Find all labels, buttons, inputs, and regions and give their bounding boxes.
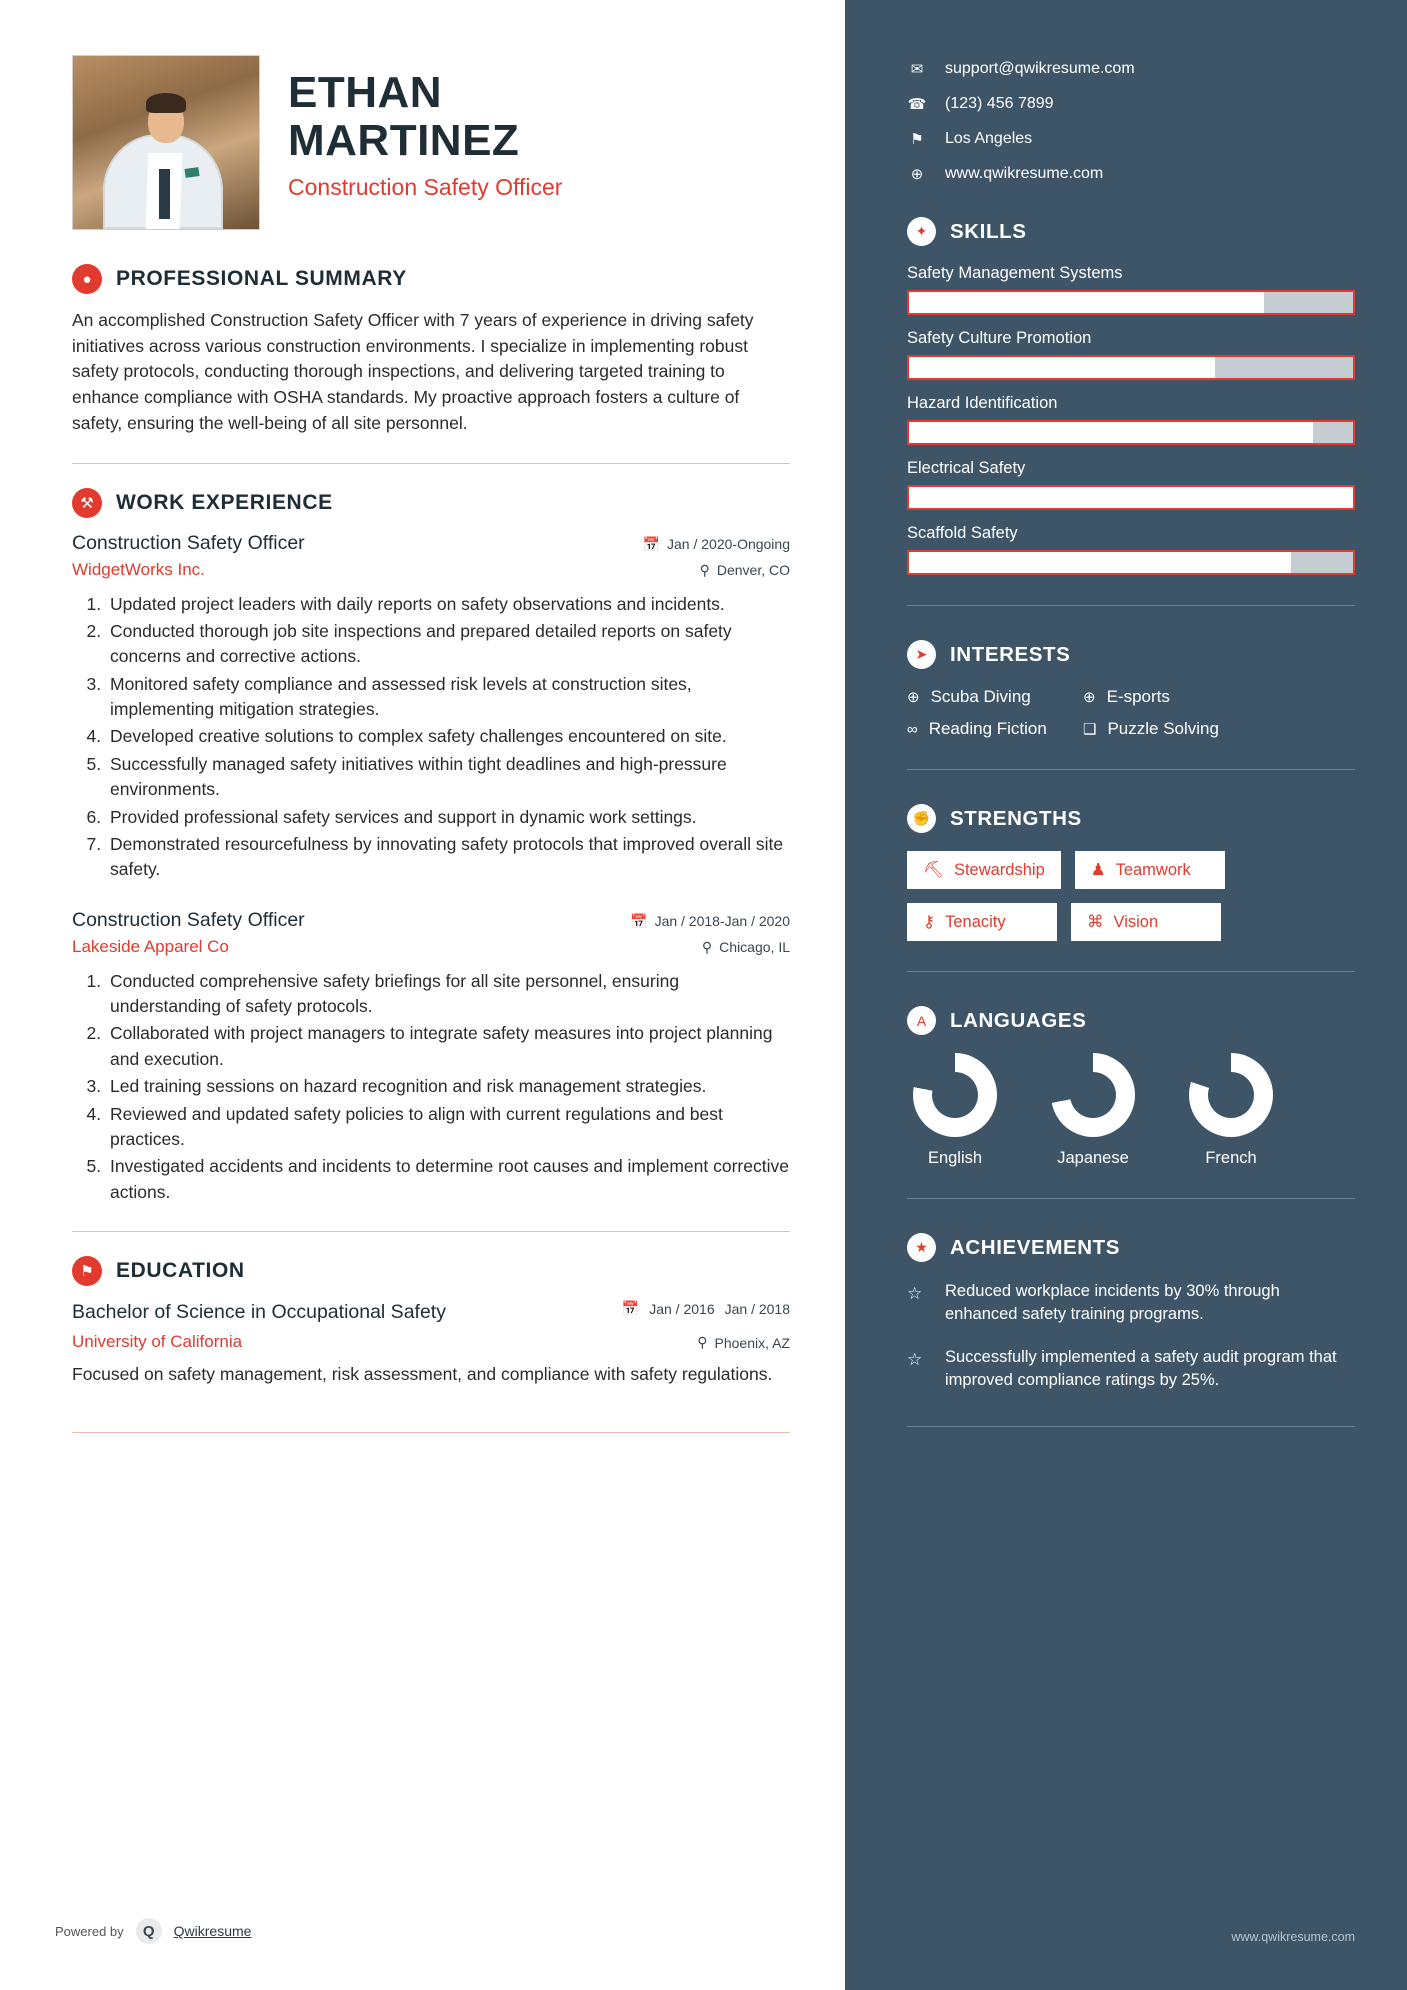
divider	[907, 605, 1355, 606]
achievement-text: Reduced workplace incidents by 30% through enhanced safety training programs.	[945, 1282, 1280, 1324]
language-item	[1045, 1053, 1141, 1168]
glasses-icon: ∞	[907, 720, 918, 738]
calendar-icon: 📅	[630, 912, 648, 929]
person-icon: ●	[72, 264, 102, 294]
skill-label: Electrical Safety	[907, 459, 1026, 477]
skill-label: Safety Management Systems	[907, 264, 1123, 282]
language-donut	[1051, 1053, 1135, 1137]
job-role: Construction Safety Officer	[72, 531, 305, 554]
contact-phone[interactable]	[907, 95, 1355, 113]
contact-phone-value: (123) 456 7899	[945, 95, 1054, 112]
translate-icon: A	[907, 1006, 936, 1035]
skill-bar	[907, 420, 1355, 445]
star-badge-icon: ★	[907, 1233, 936, 1262]
list-item: 3. Monitored safety compliance and assessed risk levels at construction sites, implementing mitigation strategies.	[106, 672, 790, 723]
job-role: Construction Safety Officer	[72, 908, 305, 931]
briefcase-icon: ⚒	[72, 488, 102, 518]
strength-label: Vision	[1113, 912, 1159, 931]
education-title: EDUCATION	[116, 1259, 245, 1283]
skill-bar	[907, 485, 1355, 510]
list-item: 6. Provided professional safety services and support in dynamic work settings.	[106, 805, 790, 830]
skill-bar	[907, 355, 1355, 380]
list-item: 3. Led training sessions on hazard recognition and risk management strategies.	[106, 1074, 790, 1099]
skills-list	[907, 264, 1355, 575]
job-company: Lakeside Apparel Co	[72, 936, 229, 956]
resume-header	[72, 55, 790, 230]
list-item: 1. Updated project leaders with daily reports on safety observations and incidents.	[106, 592, 790, 617]
job-location: ⚲ Denver, CO	[699, 561, 790, 579]
list-item	[907, 687, 1057, 707]
summary-title: PROFESSIONAL SUMMARY	[116, 267, 407, 290]
strengths-title: STRENGTHS	[950, 806, 1082, 830]
divider	[907, 769, 1355, 770]
location-icon: ⚑	[910, 131, 924, 148]
list-item: 5. Investigated accidents and incidents to determine root causes and implement corrective actions.	[106, 1154, 790, 1205]
last-name: MARTINEZ	[288, 116, 520, 166]
list-item: 5. Successfully managed safety initiatives within tight deadlines and high-pressure environments.	[106, 752, 790, 803]
job-dates: 📅 Jan / 2018-Jan / 2020	[630, 912, 790, 930]
education-end-date: Jan / 2018	[724, 1300, 790, 1317]
contact-list	[907, 60, 1355, 183]
toolbox-icon: ⛏	[923, 860, 944, 879]
divider	[907, 1426, 1355, 1427]
languages-list	[907, 1053, 1355, 1168]
lightbulb-icon: ✦	[907, 217, 936, 246]
qwikresume-logo-icon: Q	[136, 1918, 162, 1944]
strength-label: Tenacity	[945, 912, 1006, 931]
interest-label: Scuba Diving	[930, 687, 1031, 706]
achievement-text: Successfully implemented a safety audit program that improved compliance ratings by 25%.	[945, 1348, 1337, 1390]
languages-title: LANGUAGES	[950, 1008, 1087, 1032]
list-item: 7. Demonstrated resourcefulness by innovating safety protocols that improved overall site safety.	[106, 832, 790, 883]
key-icon: ⚷	[923, 913, 936, 931]
achievements-list	[907, 1280, 1355, 1392]
puzzle-icon: ❑	[1083, 721, 1097, 738]
strength-label: Teamwork	[1115, 860, 1191, 879]
qwikresume-link[interactable]: Qwikresume	[173, 1923, 252, 1939]
list-item	[1083, 719, 1233, 739]
page-title: Construction Safety Officer	[288, 173, 563, 200]
professional-summary-section	[72, 264, 790, 437]
email-icon: ✉	[910, 61, 924, 78]
contact-location	[907, 130, 1355, 148]
gamepad-icon: ⊕	[1083, 689, 1096, 706]
skills-heading	[907, 217, 1355, 246]
skill-bar	[907, 550, 1355, 575]
fist-icon: ✊	[907, 804, 936, 833]
skill-bar	[907, 290, 1355, 315]
list-item: 1. Conducted comprehensive safety briefings for all site personnel, ensuring understanding of safety protocols.	[106, 969, 790, 1020]
job-bullets	[106, 969, 790, 1205]
language-label: English	[927, 1149, 983, 1167]
skill-label: Safety Culture Promotion	[907, 329, 1092, 347]
education-section	[72, 1256, 790, 1388]
job-bullets	[106, 592, 790, 883]
interests-list	[907, 687, 1355, 739]
name-block	[288, 55, 562, 201]
people-icon: ♟	[1090, 861, 1106, 879]
language-label: French	[1205, 1149, 1257, 1167]
phone-icon: ☎	[907, 96, 927, 113]
experience-item	[72, 909, 790, 1205]
interest-label: E-sports	[1106, 687, 1170, 706]
education-start-date: Jan / 2016	[649, 1300, 715, 1317]
location-icon: ⚲	[701, 938, 713, 955]
strength-label: Stewardship	[953, 860, 1045, 879]
list-item	[907, 719, 1057, 739]
list-item	[907, 1346, 1355, 1392]
divider	[72, 1231, 790, 1232]
experience-item	[72, 532, 790, 883]
list-item: 2. Collaborated with project managers to integrate safety measures into project planning and execution.	[106, 1021, 790, 1072]
skills-title: SKILLS	[950, 219, 1027, 243]
list-item	[1083, 687, 1233, 707]
interest-label: Puzzle Solving	[1107, 719, 1219, 738]
education-degree: Bachelor of Science in Occupational Safety	[72, 1301, 446, 1324]
job-company: WidgetWorks Inc.	[72, 559, 205, 579]
star-icon: ☆	[907, 1284, 923, 1303]
list-item: 2. Conducted thorough job site inspections and prepared detailed reports on safety concerns and corrective actions.	[106, 619, 790, 670]
job-location: ⚲ Chicago, IL	[701, 938, 790, 956]
contact-email-value: support@qwikresume.com	[945, 60, 1135, 77]
binoculars-icon: ⌘	[1087, 913, 1104, 931]
globe-icon: ⊕	[907, 689, 920, 706]
calendar-icon: 📅	[642, 535, 661, 552]
contact-email[interactable]	[907, 60, 1355, 78]
strength-chip	[1075, 851, 1225, 889]
education-description: Focused on safety management, risk assessment, and compliance with safety regulations.	[72, 1364, 773, 1385]
powered-by-label: Powered by	[55, 1923, 124, 1939]
location-icon: ⚲	[697, 1334, 708, 1351]
first-name: ETHAN	[288, 68, 443, 117]
paper-plane-icon: ➤	[907, 640, 936, 669]
language-label: Japanese	[1057, 1149, 1129, 1167]
skill-label: Hazard Identification	[907, 394, 1058, 412]
contact-location-value: Los Angeles	[945, 130, 1033, 147]
list-item	[907, 1280, 1355, 1326]
interest-label: Reading Fiction	[928, 719, 1047, 738]
experience-heading	[72, 488, 790, 518]
strengths-list	[907, 851, 1355, 941]
list-item: 4. Reviewed and updated safety policies to align with current regulations and best practices.	[106, 1102, 790, 1153]
interests-title: INTERESTS	[950, 642, 1071, 666]
skill-label: Scaffold Safety	[907, 524, 1018, 542]
footer	[55, 1918, 251, 1944]
divider	[72, 463, 790, 464]
strengths-heading	[907, 804, 1355, 833]
strength-chip	[907, 851, 1061, 889]
contact-website[interactable]	[907, 165, 1355, 183]
calendar-icon: 📅	[621, 1300, 640, 1317]
sidebar	[845, 0, 1407, 1990]
education-school: University of California	[72, 1332, 243, 1352]
divider	[907, 971, 1355, 972]
education-location: ⚲ Phoenix, AZ	[697, 1334, 790, 1351]
star-icon: ☆	[907, 1350, 923, 1370]
work-experience-section	[72, 488, 790, 1206]
summary-heading	[72, 264, 790, 294]
language-donut	[1189, 1053, 1273, 1137]
strength-chip	[1071, 903, 1221, 941]
education-dates	[622, 1300, 790, 1317]
job-dates: 📅 Jan / 2020-Ongoing	[642, 535, 790, 553]
graduation-icon: ⚑	[72, 1256, 102, 1286]
summary-text: An accomplished Construction Safety Officer with 7 years of experience in driving safety initiatives across various construction environments. I specialize in implementing robust safety protocols, conducting thorough inspections, and delivering targeted training to enhance compliance with OSHA standards. My proactive approach fosters a culture of safety, ensuring the well-being of all site personnel.	[72, 310, 754, 433]
achievements-title: ACHIEVEMENTS	[950, 1235, 1121, 1259]
experience-title: WORK EXPERIENCE	[116, 490, 333, 514]
language-item	[1183, 1053, 1279, 1168]
location-icon: ⚲	[699, 561, 710, 578]
language-item	[907, 1053, 1003, 1168]
list-item: 4. Developed creative solutions to complex safety challenges encountered on site.	[106, 724, 790, 749]
divider	[907, 1198, 1355, 1199]
language-donut	[913, 1053, 997, 1137]
interests-heading	[907, 640, 1355, 669]
languages-heading	[907, 1006, 1355, 1035]
divider	[72, 1432, 790, 1433]
strength-chip	[907, 903, 1057, 941]
sidebar-website[interactable]: www.qwikresume.com	[1231, 1930, 1355, 1944]
avatar	[72, 55, 260, 230]
contact-website-value: www.qwikresume.com	[945, 165, 1104, 182]
achievements-heading	[907, 1233, 1355, 1262]
globe-icon: ⊕	[910, 166, 924, 183]
education-heading	[72, 1256, 790, 1286]
